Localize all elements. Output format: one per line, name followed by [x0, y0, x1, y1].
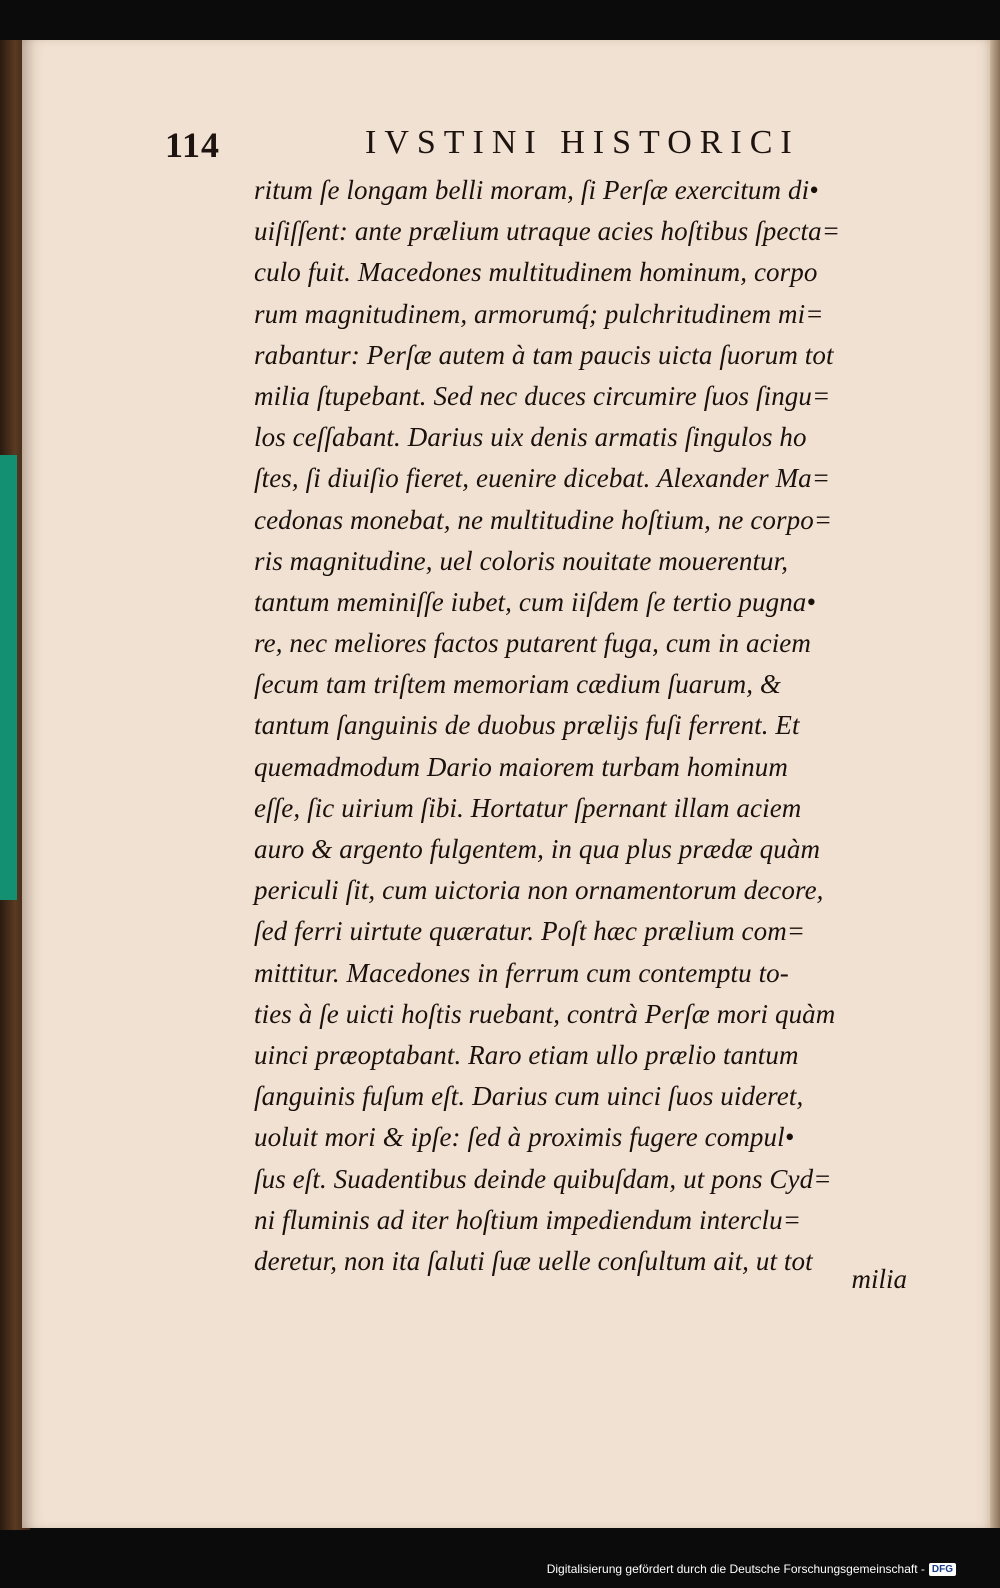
text-line: ſanguinis fuſum eſt. Darius cum uinci ſuos uideret,: [254, 1081, 804, 1112]
text-line: cedonas monebat, ne multitudine hoſtium, ne corpo=: [254, 504, 833, 535]
text-line: ſecum tam triſtem memoriam cædium ſuarum, &: [254, 669, 782, 700]
text-line: ſus eſt. Suadentibus deinde quibuſdam, ut pons Cyd=: [254, 1163, 832, 1194]
page-number: 114: [165, 125, 221, 165]
text-line: tantum meminiſſe iubet, cum iiſdem ſe tertio pugna•: [254, 586, 816, 617]
text-line: uoluit mori & ipſe: ſed à proximis fugere compul•: [254, 1122, 795, 1153]
body-text: [254, 170, 910, 1282]
text-line: ris magnitudine, uel coloris nouitate mouerentur,: [254, 545, 789, 576]
text-line: periculi ſit, cum uictoria non ornamentorum decore,: [254, 875, 824, 906]
text-line: ties à ſe uicti hoſtis ruebant, contrà Perſæ mori quàm: [254, 998, 836, 1029]
text-line: rabantur: Perſæ autem à tam paucis uicta ſuorum tot: [254, 339, 834, 370]
text-line: ſed ferri uirtute quæratur. Poſt hæc prælium com=: [254, 916, 806, 947]
text-line: deretur, non ita ſaluti ſuæ uelle conſultum ait, ut tot: [254, 1245, 813, 1276]
text-line: culo fuit. Macedones multitudinem hominum, corpo: [254, 257, 818, 288]
text-line: tantum ſanguinis de duobus prælijs fuſi ferrent. Et: [254, 710, 800, 741]
credit-text: Digitalisierung gefördert durch die Deutsche Forschungsgemeinschaft -: [546, 1562, 925, 1576]
text-line: auro & argento fulgentem, in qua plus prædæ quàm: [254, 834, 821, 864]
text-line: milia ſtupebant. Sed nec duces circumire ſuos ſingu=: [254, 380, 831, 411]
text-line: re, nec meliores factos putarent fuga, cum in aciem: [254, 628, 811, 659]
catchword: milia: [851, 1264, 907, 1294]
text-line: uiſiſſent: ante prælium utraque acies hoſtibus ſpecta=: [254, 216, 841, 247]
digitization-credit: [547, 1562, 956, 1576]
running-head: IVSTINI HISTORICI: [365, 124, 800, 161]
text-line: los ceſſabant. Darius uix denis armatis ſingulos ho: [254, 422, 807, 453]
text-line: ni fluminis ad iter hoſtium impediendum interclu=: [254, 1204, 802, 1235]
text-line: uinci præoptabant. Raro etiam ullo prælio tantum: [254, 1039, 799, 1070]
page-edge: [990, 40, 1000, 1528]
text-line: eſſe, ſic uirium ſibi. Hortatur ſpernant illam aciem: [254, 792, 802, 823]
text-line: mittitur. Macedones in ferrum cum contemptu to-: [254, 957, 789, 988]
dfg-logo-icon: DFG: [929, 1563, 956, 1576]
color-calibration-strip: [0, 455, 17, 900]
text-line: rum magnitudinem, armorumq́; pulchritudinem mi=: [254, 298, 824, 329]
text-line: ritum ſe longam belli moram, ſi Perſæ exercitum di•: [254, 175, 819, 205]
text-line: ſtes, ſi diuiſio fieret, euenire dicebat. Alexander Ma=: [254, 463, 831, 494]
text-line: quemadmodum Dario maiorem turbam hominum: [254, 751, 788, 782]
